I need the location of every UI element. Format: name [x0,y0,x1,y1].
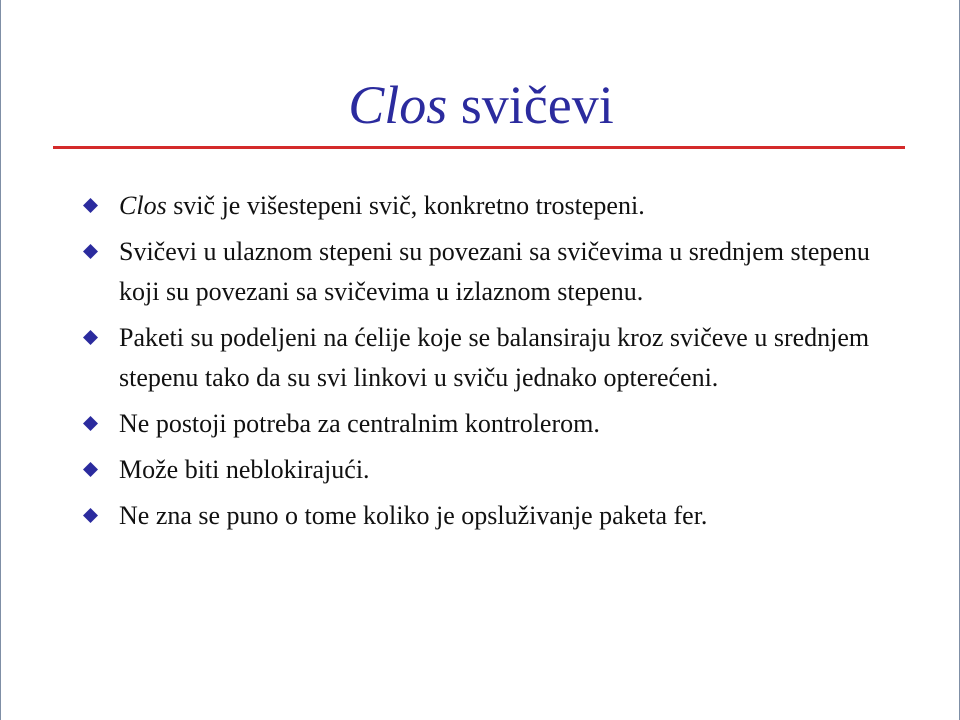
bullet-list [81,186,881,542]
slide-title-rest: svičevi [447,75,614,135]
bullet-item-2 [81,232,881,312]
bullet-item-6 [81,496,881,536]
slide-title-italic: Clos [348,75,448,135]
bullet-item-1 [81,186,881,226]
diamond-bullet-icon [83,198,98,213]
bullet-text: Svičevi u ulaznom stepeni su povezani sa svičevima u srednjem stepenu koji su povezani sa svičevima u izlaznom stepenu. [119,237,870,306]
bullet-item-5 [81,450,881,490]
slide-title [1,70,960,140]
bullet-item-4 [81,404,881,444]
bullet-item-3 [81,318,881,398]
title-underline-divider [53,146,905,149]
diamond-bullet-icon [83,244,98,259]
bullet-text: Ne postoji potreba za centralnim kontrolerom. [119,409,600,438]
bullet-italic-term: Clos [119,191,167,220]
bullet-text: Ne zna se puno o tome koliko je opsluživanje paketa fer. [119,501,708,530]
bullet-text: Može biti neblokirajući. [119,455,370,484]
diamond-bullet-icon [83,508,98,523]
diamond-bullet-icon [83,330,98,345]
diamond-bullet-icon [83,462,98,477]
bullet-text: svič je višestepeni svič, konkretno trostepeni. [166,191,645,220]
diamond-bullet-icon [83,416,98,431]
bullet-text: Paketi su podeljeni na ćelije koje se balansiraju kroz svičeve u srednjem stepenu tako da su svi linkovi u sviču jednako opterećeni. [119,323,870,392]
